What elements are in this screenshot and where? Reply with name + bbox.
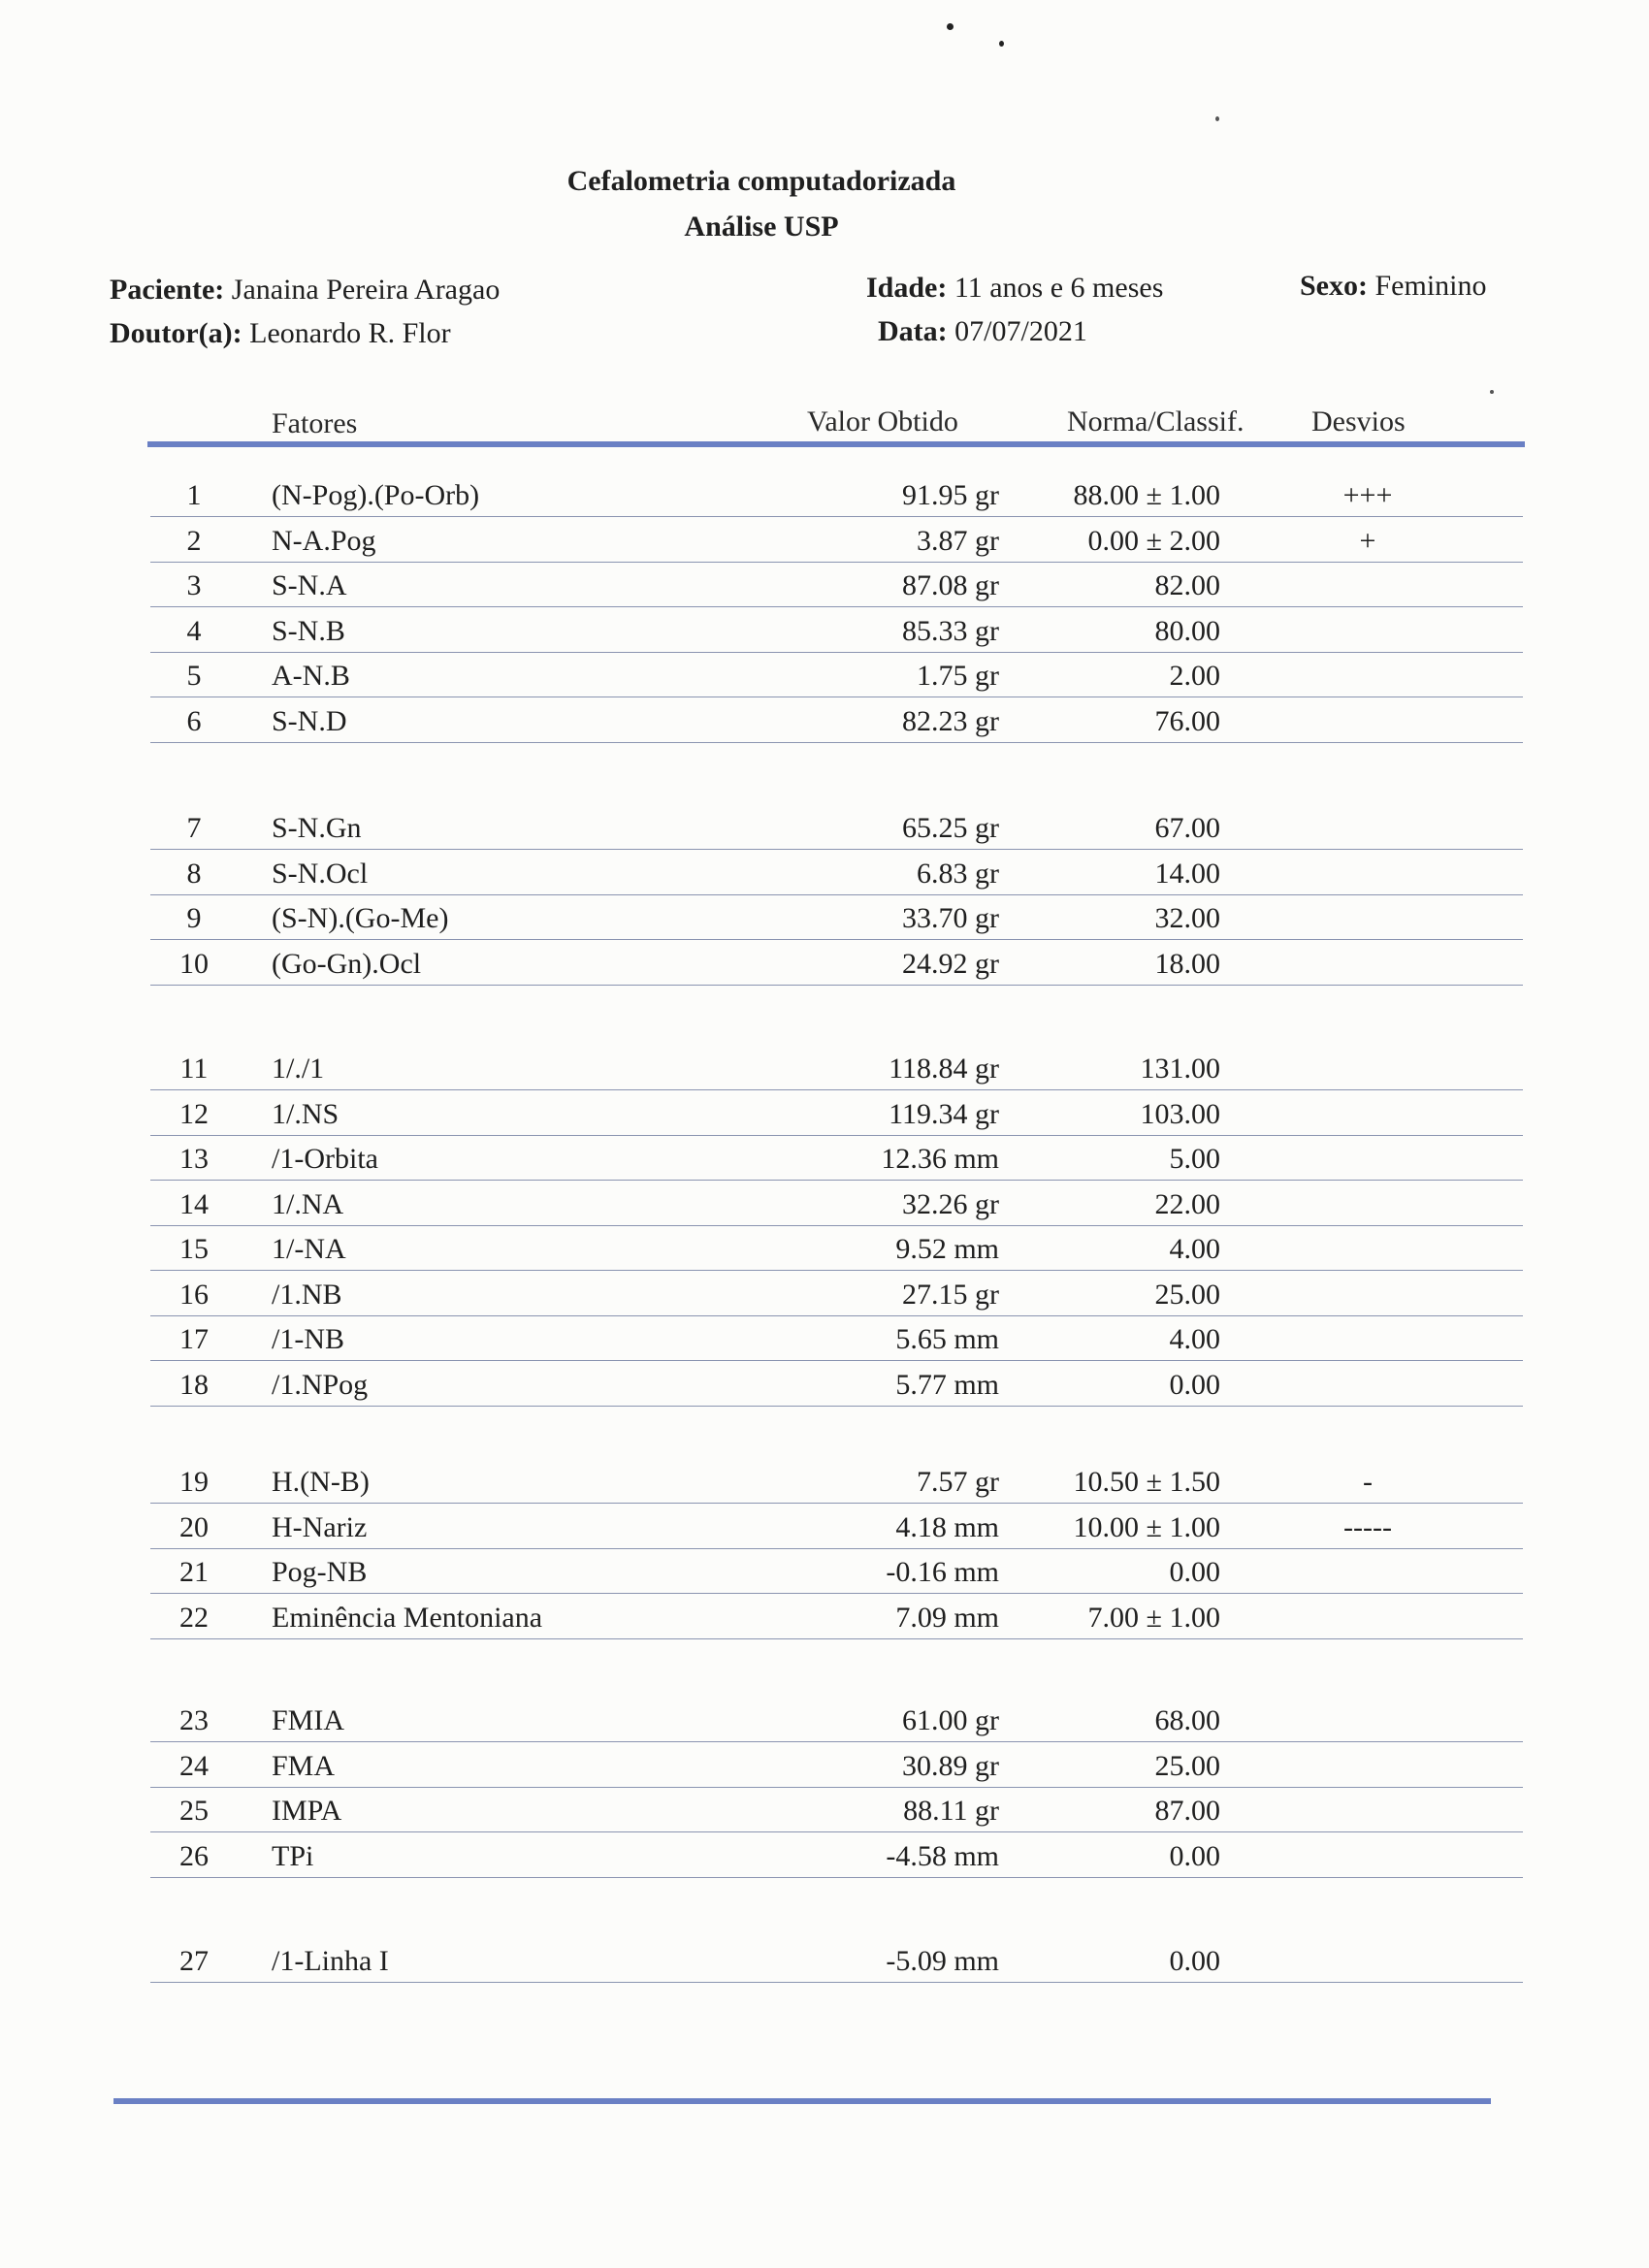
header-valor: Valor Obtido	[807, 405, 958, 437]
row-norm: 0.00	[1169, 1945, 1220, 1977]
table-row	[150, 1741, 1523, 1788]
sex-field	[1300, 270, 1487, 303]
row-number: 1	[186, 479, 202, 511]
row-norm: 87.00	[1154, 1795, 1220, 1827]
row-deviation: -	[1363, 1466, 1373, 1498]
table-row	[150, 1547, 1523, 1594]
age-field	[866, 272, 1163, 305]
row-norm: 4.00	[1169, 1233, 1220, 1265]
row-number: 22	[179, 1601, 209, 1634]
row-number: 5	[186, 660, 202, 692]
row-value: 27.15 gr	[902, 1278, 999, 1311]
row-value: 32.26 gr	[902, 1187, 999, 1220]
row-norm: 10.00 ± 1.00	[1073, 1510, 1220, 1543]
row-norm: 10.50 ± 1.50	[1073, 1466, 1220, 1498]
patient-name: Janaina Pereira Aragao	[231, 274, 501, 306]
table-row	[150, 1360, 1523, 1407]
row-value: 5.65 mm	[895, 1323, 999, 1355]
row-factor: (S-N).(Go-Me)	[272, 902, 449, 934]
row-norm: 103.00	[1140, 1097, 1220, 1130]
date-label: Data:	[878, 315, 948, 347]
table-row	[150, 1224, 1523, 1271]
doctor-label: Doutor(a):	[110, 317, 242, 349]
row-norm: 76.00	[1154, 704, 1220, 737]
row-number: 7	[186, 812, 202, 844]
row-value: 61.00 gr	[902, 1704, 999, 1736]
table-row	[150, 1593, 1523, 1639]
row-norm: 25.00	[1154, 1749, 1220, 1782]
patient-field	[110, 274, 500, 307]
row-value: 87.08 gr	[902, 569, 999, 601]
row-norm: 14.00	[1154, 857, 1220, 890]
table-row	[150, 561, 1523, 607]
row-norm: 4.00	[1169, 1323, 1220, 1355]
header-rule	[147, 441, 1525, 447]
document-subtitle: Análise USP	[684, 211, 839, 243]
row-number: 6	[186, 704, 202, 737]
row-value: 24.92 gr	[902, 947, 999, 980]
table-row	[150, 1314, 1523, 1361]
row-value: 1.75 gr	[917, 660, 999, 692]
row-factor: 1/.NS	[272, 1097, 340, 1130]
doctor-field	[110, 317, 451, 350]
row-factor: S-N.B	[272, 614, 345, 647]
date-value: 07/07/2021	[954, 315, 1087, 347]
table-row	[150, 1044, 1523, 1090]
sex-value: Feminino	[1374, 270, 1487, 302]
row-factor: (N-Pog).(Po-Orb)	[272, 479, 480, 511]
row-number: 20	[179, 1510, 209, 1543]
row-norm: 88.00 ± 1.00	[1073, 479, 1220, 511]
row-factor: S-N.Gn	[272, 812, 362, 844]
table-row	[150, 651, 1523, 697]
table-row	[150, 1696, 1523, 1742]
table-row	[150, 1180, 1523, 1226]
row-norm: 0.00	[1169, 1368, 1220, 1401]
row-norm: 0.00	[1169, 1556, 1220, 1588]
row-number: 25	[179, 1795, 209, 1827]
row-factor: Pog-NB	[272, 1556, 368, 1588]
row-factor: /1.NB	[272, 1278, 342, 1311]
row-factor: /1-Linha I	[272, 1945, 389, 1977]
row-number: 24	[179, 1749, 209, 1782]
row-factor: A-N.B	[272, 660, 350, 692]
row-norm: 22.00	[1154, 1187, 1220, 1220]
row-number: 21	[179, 1556, 209, 1588]
footer-rule	[113, 2098, 1491, 2104]
row-factor: (Go-Gn).Ocl	[272, 947, 422, 980]
row-value: 65.25 gr	[902, 812, 999, 844]
row-value: 33.70 gr	[902, 902, 999, 934]
patient-label: Paciente:	[110, 274, 225, 306]
row-value: 30.89 gr	[902, 1749, 999, 1782]
row-value: 85.33 gr	[902, 614, 999, 647]
row-value: 4.18 mm	[895, 1510, 999, 1543]
row-number: 8	[186, 857, 202, 890]
row-factor: 1/-NA	[272, 1233, 346, 1265]
age-value: 11 anos e 6 meses	[954, 272, 1164, 304]
header-fatores: Fatores	[272, 407, 358, 439]
row-factor: S-N.D	[272, 704, 347, 737]
row-norm: 0.00 ± 2.00	[1087, 524, 1220, 557]
row-number: 9	[186, 902, 202, 934]
row-factor: 1/.NA	[272, 1187, 344, 1220]
row-value: 119.34 gr	[889, 1097, 999, 1130]
row-factor: TPi	[272, 1839, 314, 1872]
scan-speck	[947, 23, 954, 30]
table-row	[150, 470, 1523, 517]
scan-speck	[1490, 390, 1494, 394]
row-value: 88.11 gr	[903, 1795, 999, 1827]
row-factor: H-Nariz	[272, 1510, 368, 1543]
table-row	[150, 1270, 1523, 1316]
age-label: Idade:	[866, 272, 948, 304]
row-number: 2	[186, 524, 202, 557]
row-number: 14	[179, 1187, 209, 1220]
row-factor: 1/./1	[272, 1053, 325, 1085]
row-factor: FMA	[272, 1749, 336, 1782]
row-factor: S-N.A	[272, 569, 347, 601]
table-row	[150, 1134, 1523, 1181]
scan-speck	[1215, 116, 1219, 121]
row-factor: S-N.Ocl	[272, 857, 369, 890]
row-norm: 82.00	[1154, 569, 1220, 601]
table-row	[150, 1936, 1523, 1983]
scan-speck	[999, 41, 1004, 47]
row-number: 19	[179, 1466, 209, 1498]
row-norm: 0.00	[1169, 1839, 1220, 1872]
row-factor: /1-NB	[272, 1323, 344, 1355]
row-value: 91.95 gr	[902, 479, 999, 511]
table-row	[150, 1786, 1523, 1832]
row-factor: IMPA	[272, 1795, 342, 1827]
row-value: 7.57 gr	[917, 1466, 999, 1498]
table-row	[150, 1503, 1523, 1549]
row-value: 7.09 mm	[895, 1601, 999, 1634]
row-value: 118.84 gr	[889, 1053, 999, 1085]
sex-label: Sexo:	[1300, 270, 1368, 302]
row-value: 6.83 gr	[917, 857, 999, 890]
row-number: 17	[179, 1323, 209, 1355]
table-row	[150, 1457, 1523, 1504]
row-norm: 67.00	[1154, 812, 1220, 844]
row-norm: 80.00	[1154, 614, 1220, 647]
row-value: -0.16 mm	[886, 1556, 999, 1588]
table-row	[150, 516, 1523, 563]
row-number: 10	[179, 947, 209, 980]
row-value: 12.36 mm	[881, 1143, 999, 1175]
row-factor: FMIA	[272, 1704, 345, 1736]
row-norm: 25.00	[1154, 1278, 1220, 1311]
table-row	[150, 1831, 1523, 1878]
header-desvios: Desvios	[1311, 405, 1406, 437]
row-norm: 18.00	[1154, 947, 1220, 980]
row-norm: 2.00	[1169, 660, 1220, 692]
row-factor: /1-Orbita	[272, 1143, 378, 1175]
row-deviation: -----	[1343, 1510, 1392, 1543]
row-value: 9.52 mm	[895, 1233, 999, 1265]
doctor-name: Leonardo R. Flor	[249, 317, 451, 349]
row-norm: 32.00	[1154, 902, 1220, 934]
row-number: 26	[179, 1839, 209, 1872]
table-row	[150, 1089, 1523, 1136]
row-value: 82.23 gr	[902, 704, 999, 737]
date-field	[878, 315, 1087, 348]
row-number: 4	[186, 614, 202, 647]
row-deviation: +++	[1342, 479, 1393, 511]
document-title: Cefalometria computadorizada	[566, 165, 956, 197]
row-number: 13	[179, 1143, 209, 1175]
header-norma: Norma/Classif.	[1067, 405, 1245, 437]
row-number: 3	[186, 569, 202, 601]
table-row	[150, 697, 1523, 743]
row-number: 15	[179, 1233, 209, 1265]
row-factor: N-A.Pog	[272, 524, 376, 557]
row-factor: Eminência Mentoniana	[272, 1601, 543, 1634]
row-value: 3.87 gr	[917, 524, 999, 557]
table-row	[150, 606, 1523, 653]
table-row	[150, 849, 1523, 895]
row-number: 27	[179, 1945, 209, 1977]
row-number: 16	[179, 1278, 209, 1311]
row-value: -4.58 mm	[886, 1839, 999, 1872]
row-number: 18	[179, 1368, 209, 1401]
table-row	[150, 803, 1523, 850]
row-norm: 7.00 ± 1.00	[1087, 1601, 1220, 1634]
row-norm: 5.00	[1169, 1143, 1220, 1175]
row-value: 5.77 mm	[895, 1368, 999, 1401]
row-number: 11	[179, 1053, 209, 1085]
table-row	[150, 893, 1523, 940]
row-norm: 68.00	[1154, 1704, 1220, 1736]
row-factor: H.(N-B)	[272, 1466, 370, 1498]
row-number: 23	[179, 1704, 209, 1736]
row-factor: /1.NPog	[272, 1368, 369, 1401]
row-value: -5.09 mm	[886, 1945, 999, 1977]
row-norm: 131.00	[1140, 1053, 1220, 1085]
row-deviation: +	[1359, 524, 1376, 557]
row-number: 12	[179, 1097, 209, 1130]
table-row	[150, 939, 1523, 986]
